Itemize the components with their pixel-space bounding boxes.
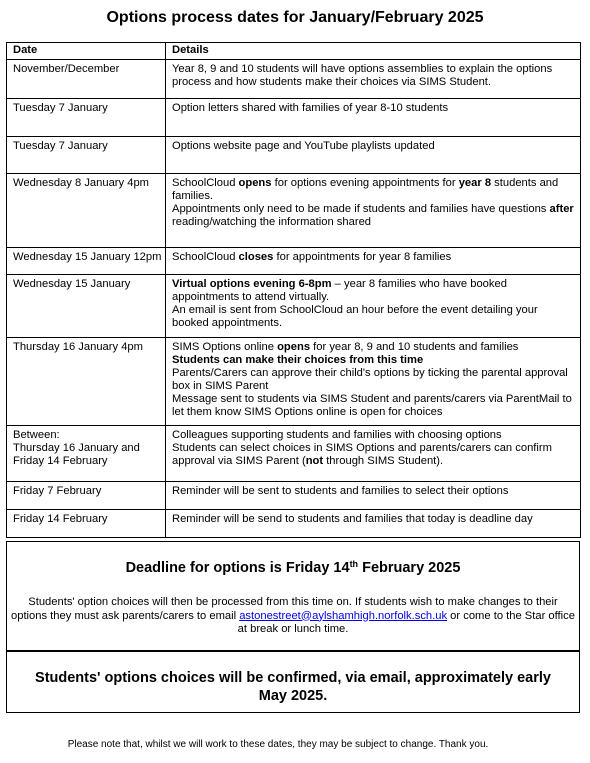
details-text: – year 8 families who have booked appointments to attend virtually. (172, 278, 507, 303)
date-text: Friday 14 February (13, 513, 108, 525)
details-text: SchoolCloud (172, 177, 239, 189)
details-cell (166, 60, 581, 99)
details-text: Appointments only need to be made if students and families have questions (172, 203, 550, 215)
table-row (7, 482, 581, 510)
details-text: Year 8, 9 and 10 students will have options assemblies to explain the options process and how students make their choices via SIMS Student. (172, 63, 553, 88)
details-paragraph (172, 177, 575, 203)
date-cell (7, 174, 166, 248)
date-text: Tuesday 7 January (13, 140, 108, 152)
date-text: Between: (13, 429, 60, 441)
details-emphasis: closes (238, 251, 274, 263)
table-row (7, 338, 581, 426)
table-row (7, 137, 581, 174)
date-text: November/December (13, 63, 120, 75)
date-text: Wednesday 8 January 4pm (13, 177, 149, 189)
details-paragraph (172, 513, 575, 526)
table-row (7, 60, 581, 99)
ordinal-suffix: th (349, 559, 359, 569)
date-text: Thursday 16 January and Friday 14 February (13, 442, 140, 467)
details-cell (166, 338, 581, 426)
date-text: Wednesday 15 January (13, 278, 131, 290)
details-text: An email is sent from SchoolCloud an hour before the event detailing your booked appointments. (172, 304, 538, 329)
details-text: Reminder will be send to students and families that today is deadline day (172, 513, 533, 525)
details-paragraph (172, 442, 575, 468)
details-emphasis: year 8 (458, 177, 492, 189)
details-paragraph (172, 140, 575, 153)
details-paragraph (172, 278, 575, 304)
table-row (7, 248, 581, 275)
column-header-date: Date (7, 43, 166, 60)
date-cell (7, 338, 166, 426)
date-cell (7, 275, 166, 338)
page-title: Options process dates for January/February 2025 (106, 9, 484, 26)
details-emphasis: Virtual options evening 6-8pm (172, 278, 332, 290)
details-paragraph (172, 485, 575, 498)
details-emphasis: Students can make their choices from this time (172, 354, 424, 366)
date-text: Wednesday 15 January 12pm (13, 251, 162, 263)
details-paragraph (172, 203, 575, 229)
footnote: Please note that, whilst we will work to these dates, they may be subject to change. Thank you. (67, 739, 489, 750)
details-text: Colleagues supporting students and families with choosing options (172, 429, 502, 441)
details-text: Parents/Carers can approve their child's options by ticking the parental approval box in SIMS Parent (172, 367, 568, 392)
deadline-heading-text: Deadline for options is Friday 14 (125, 560, 350, 576)
table-row (7, 510, 581, 538)
table-row (7, 99, 581, 137)
deadline-body-rest: or come to the Star office at break or lunch time. (237, 609, 575, 635)
details-cell (166, 99, 581, 137)
details-text: Students can select choices in SIMS Options and parents/carers can confirm approval via SIMS Parent ( (172, 442, 552, 467)
details-paragraph (172, 354, 575, 367)
details-cell (166, 248, 581, 275)
deadline-heading (7, 560, 579, 576)
date-text: Tuesday 7 January (13, 102, 108, 114)
details-paragraph (172, 102, 575, 115)
details-emphasis: not (305, 455, 324, 467)
details-paragraph (172, 429, 575, 442)
table-row (7, 426, 581, 482)
date-text: Friday 7 February (13, 485, 102, 497)
details-paragraph (172, 367, 575, 393)
details-text: Option letters shared with families of year 8-10 students (172, 102, 449, 114)
details-cell (166, 275, 581, 338)
details-text: Options website page and YouTube playlists updated (172, 140, 435, 152)
deadline-heading-rest: February 2025 (358, 560, 461, 576)
table-row (7, 174, 581, 248)
details-emphasis: opens (238, 177, 272, 189)
details-emphasis: after (549, 203, 574, 215)
details-paragraph (172, 251, 575, 264)
details-text: through SIMS Student). (323, 455, 444, 467)
details-text: for year 8, 9 and 10 students and families (310, 341, 519, 353)
details-cell (166, 482, 581, 510)
email-link[interactable]: astonestreet@aylshamhigh.norfolk.sch.uk (239, 609, 448, 622)
details-paragraph (172, 341, 575, 354)
details-paragraph (172, 63, 575, 89)
details-text: Message sent to students via SIMS Student and parents/carers via ParentMail to let them know SIMS Options online is open for choices (172, 393, 572, 418)
details-text: for appointments for year 8 families (273, 251, 452, 263)
details-cell (166, 426, 581, 482)
details-text: SchoolCloud (172, 251, 239, 263)
details-text: Reminder will be sent to students and families to select their options (172, 485, 509, 497)
date-cell (7, 137, 166, 174)
date-text: Thursday 16 January 4pm (13, 341, 143, 353)
details-text: reading/watching the information shared (172, 216, 372, 228)
details-cell (166, 510, 581, 538)
deadline-box (6, 541, 580, 652)
details-text: SIMS Options online (172, 341, 278, 353)
details-paragraph (172, 393, 575, 419)
confirmation-text: Students' options choices will be confirmed, via email, approximately early May 2025. (35, 670, 551, 704)
details-text: for options evening appointments for (271, 177, 459, 189)
table-body (7, 60, 581, 538)
details-paragraph (172, 304, 575, 330)
deadline-body-text: Students' option choices will then be processed from this time on. If students wish to make changes to their options they must ask parents/carers to email (11, 596, 558, 622)
dates-table (6, 42, 581, 538)
column-header-details: Details (166, 43, 581, 60)
details-text: students and families. (172, 177, 559, 202)
details-emphasis: opens (277, 341, 311, 353)
date-cell (7, 510, 166, 538)
details-cell (166, 137, 581, 174)
date-cell (7, 248, 166, 275)
table-row (7, 275, 581, 338)
deadline-body (11, 596, 575, 637)
table-header-row (7, 43, 581, 60)
confirmation-box (6, 650, 580, 713)
date-cell (7, 60, 166, 99)
date-cell (7, 99, 166, 137)
date-cell (7, 482, 166, 510)
date-cell (7, 426, 166, 482)
details-cell (166, 174, 581, 248)
